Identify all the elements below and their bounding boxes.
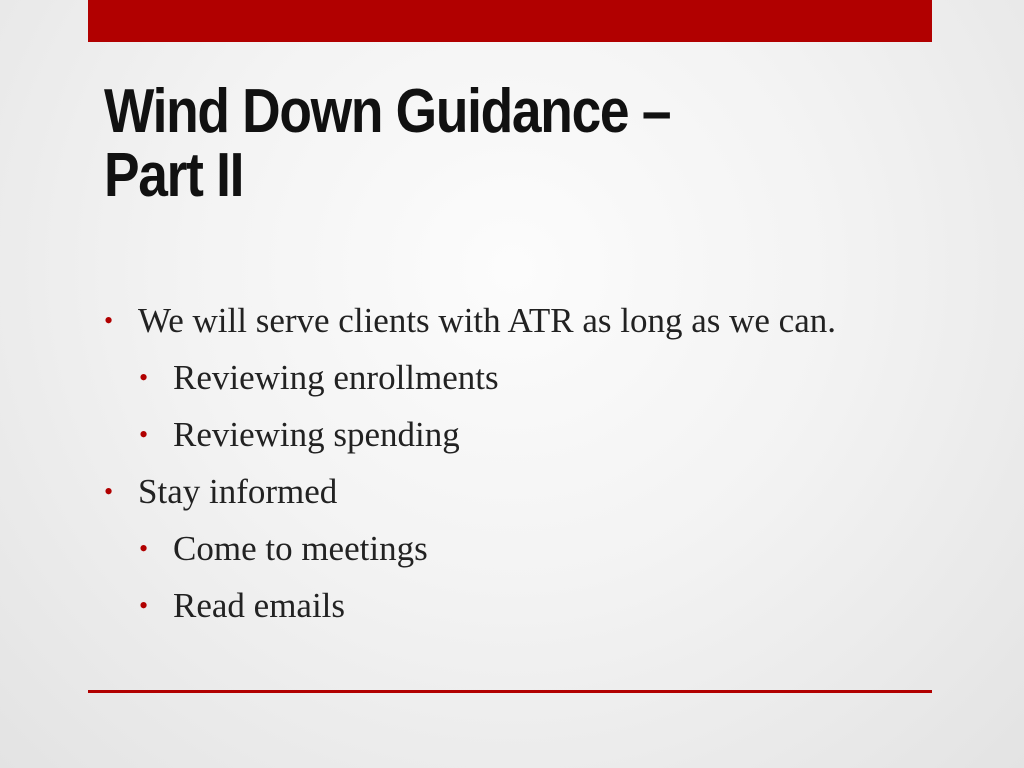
bullet-icon: • (139, 534, 149, 563)
slide-title (104, 77, 809, 210)
sub-bullet-item (102, 349, 932, 406)
bullet-icon: • (104, 306, 114, 335)
bullet-item (102, 463, 932, 520)
sub-bullet-item (102, 520, 932, 577)
sub-bullet-item (102, 577, 932, 634)
bullet-text: We will serve clients with ATR as long as we can. (138, 301, 837, 340)
bullet-text: Come to meetings (173, 529, 428, 568)
bullet-icon: • (139, 420, 149, 449)
bottom-accent-line (88, 690, 932, 693)
bullet-list (102, 292, 932, 634)
bullet-text: Reviewing spending (173, 415, 460, 454)
bullet-text: Stay informed (138, 472, 338, 511)
bullet-item (102, 292, 932, 349)
bullet-icon: • (139, 591, 149, 620)
bullet-text: Reviewing enrollments (173, 358, 499, 397)
sub-bullet-item (102, 406, 932, 463)
bullet-text: Read emails (173, 586, 346, 625)
bullet-icon: • (139, 363, 149, 392)
bullet-icon: • (104, 477, 114, 506)
top-accent-bar (88, 0, 932, 42)
slide-title-line-1: Wind Down Guidance – (104, 77, 671, 146)
slide-title-line-2: Part II (104, 141, 244, 210)
